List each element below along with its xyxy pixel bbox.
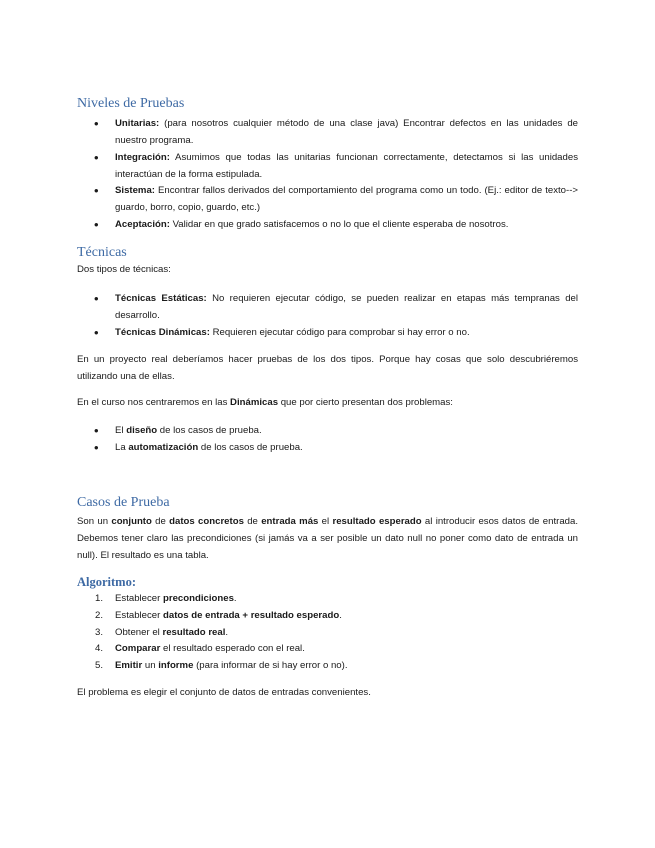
text: de los casos de prueba. xyxy=(157,425,262,436)
term: resultado real xyxy=(162,627,226,638)
step-number: 1. xyxy=(95,593,104,604)
heading-casos: Casos de Prueba xyxy=(77,495,170,510)
term: informe xyxy=(158,660,194,671)
step-number: 3. xyxy=(95,627,104,638)
term: datos concretos xyxy=(169,516,244,527)
text: Establecer xyxy=(115,610,163,621)
item-text: No requieren ejecutar código, se pueden realizar en etapas más tempranas del desarrollo. xyxy=(115,293,578,321)
step-2 xyxy=(115,608,578,625)
text: En el curso nos centraremos en las xyxy=(77,397,231,408)
text: El xyxy=(115,425,127,436)
text: . xyxy=(233,593,237,604)
term: Aceptación: xyxy=(115,219,170,230)
text: . xyxy=(225,627,229,638)
item-text: (para nosotros cualquier método de una clase java) Encontrar defectos en las unidades de nuestro programa. xyxy=(115,118,578,146)
list-item-estaticas xyxy=(115,291,578,325)
text: La xyxy=(115,442,129,453)
text: el resultado esperado con el real. xyxy=(160,643,305,654)
step-1 xyxy=(115,591,578,608)
list-item-integracion xyxy=(115,150,578,184)
step-4 xyxy=(115,641,578,658)
list-item-sistema xyxy=(115,183,578,217)
term: Dinámicas xyxy=(230,397,279,408)
item-text: Asumimos que todas las unitarias funcionan correctamente, detectamos si las unidades interactúan de la forma estipulada. xyxy=(115,152,578,180)
term: automatización xyxy=(128,442,199,453)
list-item-automatizacion xyxy=(115,440,578,457)
step-5 xyxy=(115,658,578,675)
text: . xyxy=(339,610,342,621)
list-item-dinamicas xyxy=(115,325,578,342)
list-item-diseno xyxy=(115,423,578,440)
term: conjunto xyxy=(111,516,152,527)
bullet xyxy=(94,183,102,191)
list-item-aceptacion xyxy=(115,217,578,234)
paragraph-casos xyxy=(77,514,578,564)
step-number: 2. xyxy=(95,610,104,621)
item-text: Validar en que grado satisfacemos o no lo que el cliente esperaba de nosotros. xyxy=(169,219,509,230)
heading-algoritmo: Algoritmo: xyxy=(77,575,137,589)
term: resultado esperado xyxy=(332,516,422,527)
bullet xyxy=(94,440,102,448)
bullet xyxy=(94,423,102,431)
text: que por cierto presentan dos problemas: xyxy=(278,397,453,408)
bullet xyxy=(94,116,102,124)
heading-niveles: Niveles de Pruebas xyxy=(77,96,185,111)
term: Técnicas Dinámicas: xyxy=(115,327,210,338)
term: Comparar xyxy=(115,643,161,654)
text: Obtener el xyxy=(115,627,163,638)
term: Sistema: xyxy=(115,185,155,196)
term: datos de entrada + resultado esperado xyxy=(163,610,340,621)
text: Establecer xyxy=(115,593,163,604)
bullet xyxy=(94,291,102,299)
text: (para informar de si hay error o no). xyxy=(193,660,348,671)
bullet xyxy=(94,150,102,158)
text: al introducir esos datos de entrada. Debemos tener claro las precondiciones (si jamás va a ser posible un dato null no poner como dato de entrada un null). El resultado es una tabla. xyxy=(77,516,578,561)
term: entrada más xyxy=(261,516,319,527)
term: precondiciones xyxy=(163,593,234,604)
paragraph-closing: El problema es elegir el conjunto de datos de entradas convenientes. xyxy=(77,687,371,698)
text: de los casos de prueba. xyxy=(198,442,303,453)
bullet xyxy=(94,217,102,225)
step-number: 4. xyxy=(95,643,104,654)
step-3 xyxy=(115,625,578,642)
term: Técnicas Estáticas: xyxy=(115,293,207,304)
text: el xyxy=(318,516,333,527)
text: de xyxy=(243,516,262,527)
text: Son un xyxy=(77,516,112,527)
item-text: Requieren ejecutar código para comprobar si hay error o no. xyxy=(209,327,470,338)
paragraph-proyecto-real: En un proyecto real deberíamos hacer pruebas de los dos tipos. Porque hay cosas que solo descubriéremos utilizando una de ellas. xyxy=(77,354,578,382)
text: un xyxy=(142,660,159,671)
term: Emitir xyxy=(115,660,143,671)
term: Integración: xyxy=(115,152,170,163)
paragraph-curso xyxy=(77,395,578,412)
bullet xyxy=(94,325,102,333)
term: Unitarias: xyxy=(115,118,160,129)
step-number: 5. xyxy=(95,660,104,671)
tecnicas-intro: Dos tipos de técnicas: xyxy=(77,264,171,275)
heading-tecnicas: Técnicas xyxy=(77,245,127,260)
term: diseño xyxy=(126,425,158,436)
list-item-unitarias xyxy=(115,116,578,150)
text: de xyxy=(151,516,170,527)
item-text: Encontrar fallos derivados del comportamiento del programa como un todo. (Ej.: editor de texto--> guardo, borro, copio, guardo, etc.) xyxy=(115,185,578,213)
